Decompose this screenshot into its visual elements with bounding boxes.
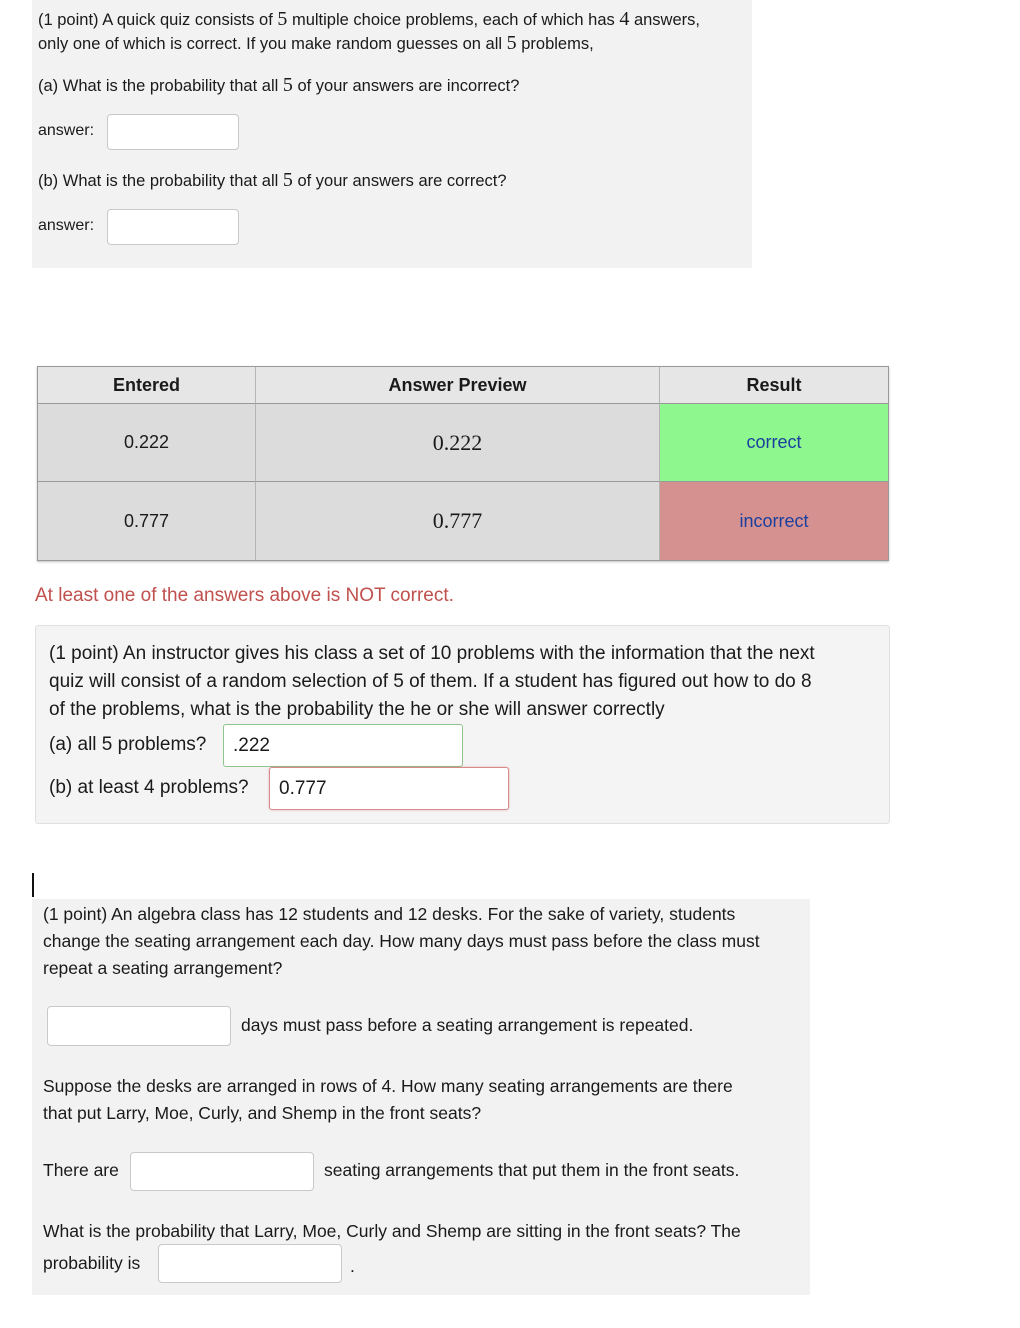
- problem-1-intro-line-1: (1 point) A quick quiz consists of 5 multiple choice problems, each of which has 4 answers,: [38, 8, 700, 30]
- math-n-answers: 4: [619, 8, 630, 30]
- header-answer-preview: Answer Preview: [256, 367, 660, 404]
- problem-1-part-a: (a) What is the probability that all 5 of your answers are incorrect?: [38, 74, 520, 96]
- arrangements-suffix: seating arrangements that put them in the front seats.: [324, 1160, 740, 1180]
- row-1-result-correct: correct: [660, 404, 888, 482]
- probability-is-label: probability is: [43, 1253, 141, 1273]
- arrangements-input[interactable]: [130, 1152, 314, 1191]
- math-n-problems-a: 5: [282, 74, 293, 96]
- problem-2-panel: [35, 625, 890, 824]
- results-table: [37, 366, 889, 561]
- answer-b-label: answer:: [38, 217, 95, 234]
- days-input[interactable]: [47, 1006, 231, 1046]
- problem-1-intro-line-2: only one of which is correct. If you make random guesses on all 5 problems,: [38, 32, 594, 54]
- math-n-problems-b: 5: [282, 169, 293, 191]
- probability-input[interactable]: [158, 1244, 342, 1283]
- days-suffix: days must pass before a seating arrangement is repeated.: [241, 1015, 694, 1035]
- problem-2-line-2: quiz will consist of a random selection of 5 of them. If a student has figured out how to do 8: [49, 671, 812, 692]
- there-are-label: There are: [43, 1160, 119, 1180]
- problem-2-answer-b-input[interactable]: 0.777: [269, 767, 509, 810]
- problem-3-q3-line-1: What is the probability that Larry, Moe, Curly and Shemp are sitting in the front seats? The: [43, 1221, 741, 1241]
- problem-2-line-1: (1 point) An instructor gives his class a set of 10 problems with the information that the next: [49, 643, 815, 664]
- text-cursor: [32, 873, 34, 897]
- problem-3-line-1: (1 point) An algebra class has 12 students and 12 desks. For the sake of variety, students: [43, 904, 736, 924]
- row-2-result-incorrect: incorrect: [660, 482, 888, 560]
- problem-3-line-2: change the seating arrangement each day. How many days must pass before the class must: [43, 931, 760, 951]
- not-correct-warning: At least one of the answers above is NOT correct.: [35, 585, 454, 606]
- problem-3-q2-line-2: that put Larry, Moe, Curly, and Shemp in the front seats?: [43, 1103, 482, 1123]
- row-1-preview: 0.222: [256, 404, 660, 482]
- period: .: [350, 1256, 355, 1276]
- problem-2-answer-a-input[interactable]: .222: [223, 724, 463, 767]
- problem-3-panel: [32, 899, 810, 1295]
- answer-a-input[interactable]: [107, 114, 239, 150]
- problem-2-part-b-label: (b) at least 4 problems?: [49, 777, 249, 798]
- problem-3-q2-line-1: Suppose the desks are arranged in rows of 4. How many seating arrangements are there: [43, 1076, 733, 1096]
- row-1-entered: 0.222: [38, 404, 256, 482]
- header-result: Result: [660, 367, 888, 404]
- answer-b-input[interactable]: [107, 209, 239, 245]
- problem-1-part-b: (b) What is the probability that all 5 of your answers are correct?: [38, 169, 507, 191]
- answer-a-label: answer:: [38, 122, 95, 139]
- problem-2-part-a-label: (a) all 5 problems?: [49, 734, 207, 755]
- problem-1-panel: [32, 0, 752, 268]
- math-n-problems: 5: [277, 8, 288, 30]
- row-2-preview: 0.777: [256, 482, 660, 560]
- row-2-entered: 0.777: [38, 482, 256, 560]
- header-entered: Entered: [38, 367, 256, 404]
- problem-2-line-3: of the problems, what is the probability the he or she will answer correctly: [49, 699, 665, 720]
- math-n-problems-2: 5: [506, 32, 517, 54]
- problem-3-line-3: repeat a seating arrangement?: [43, 958, 283, 978]
